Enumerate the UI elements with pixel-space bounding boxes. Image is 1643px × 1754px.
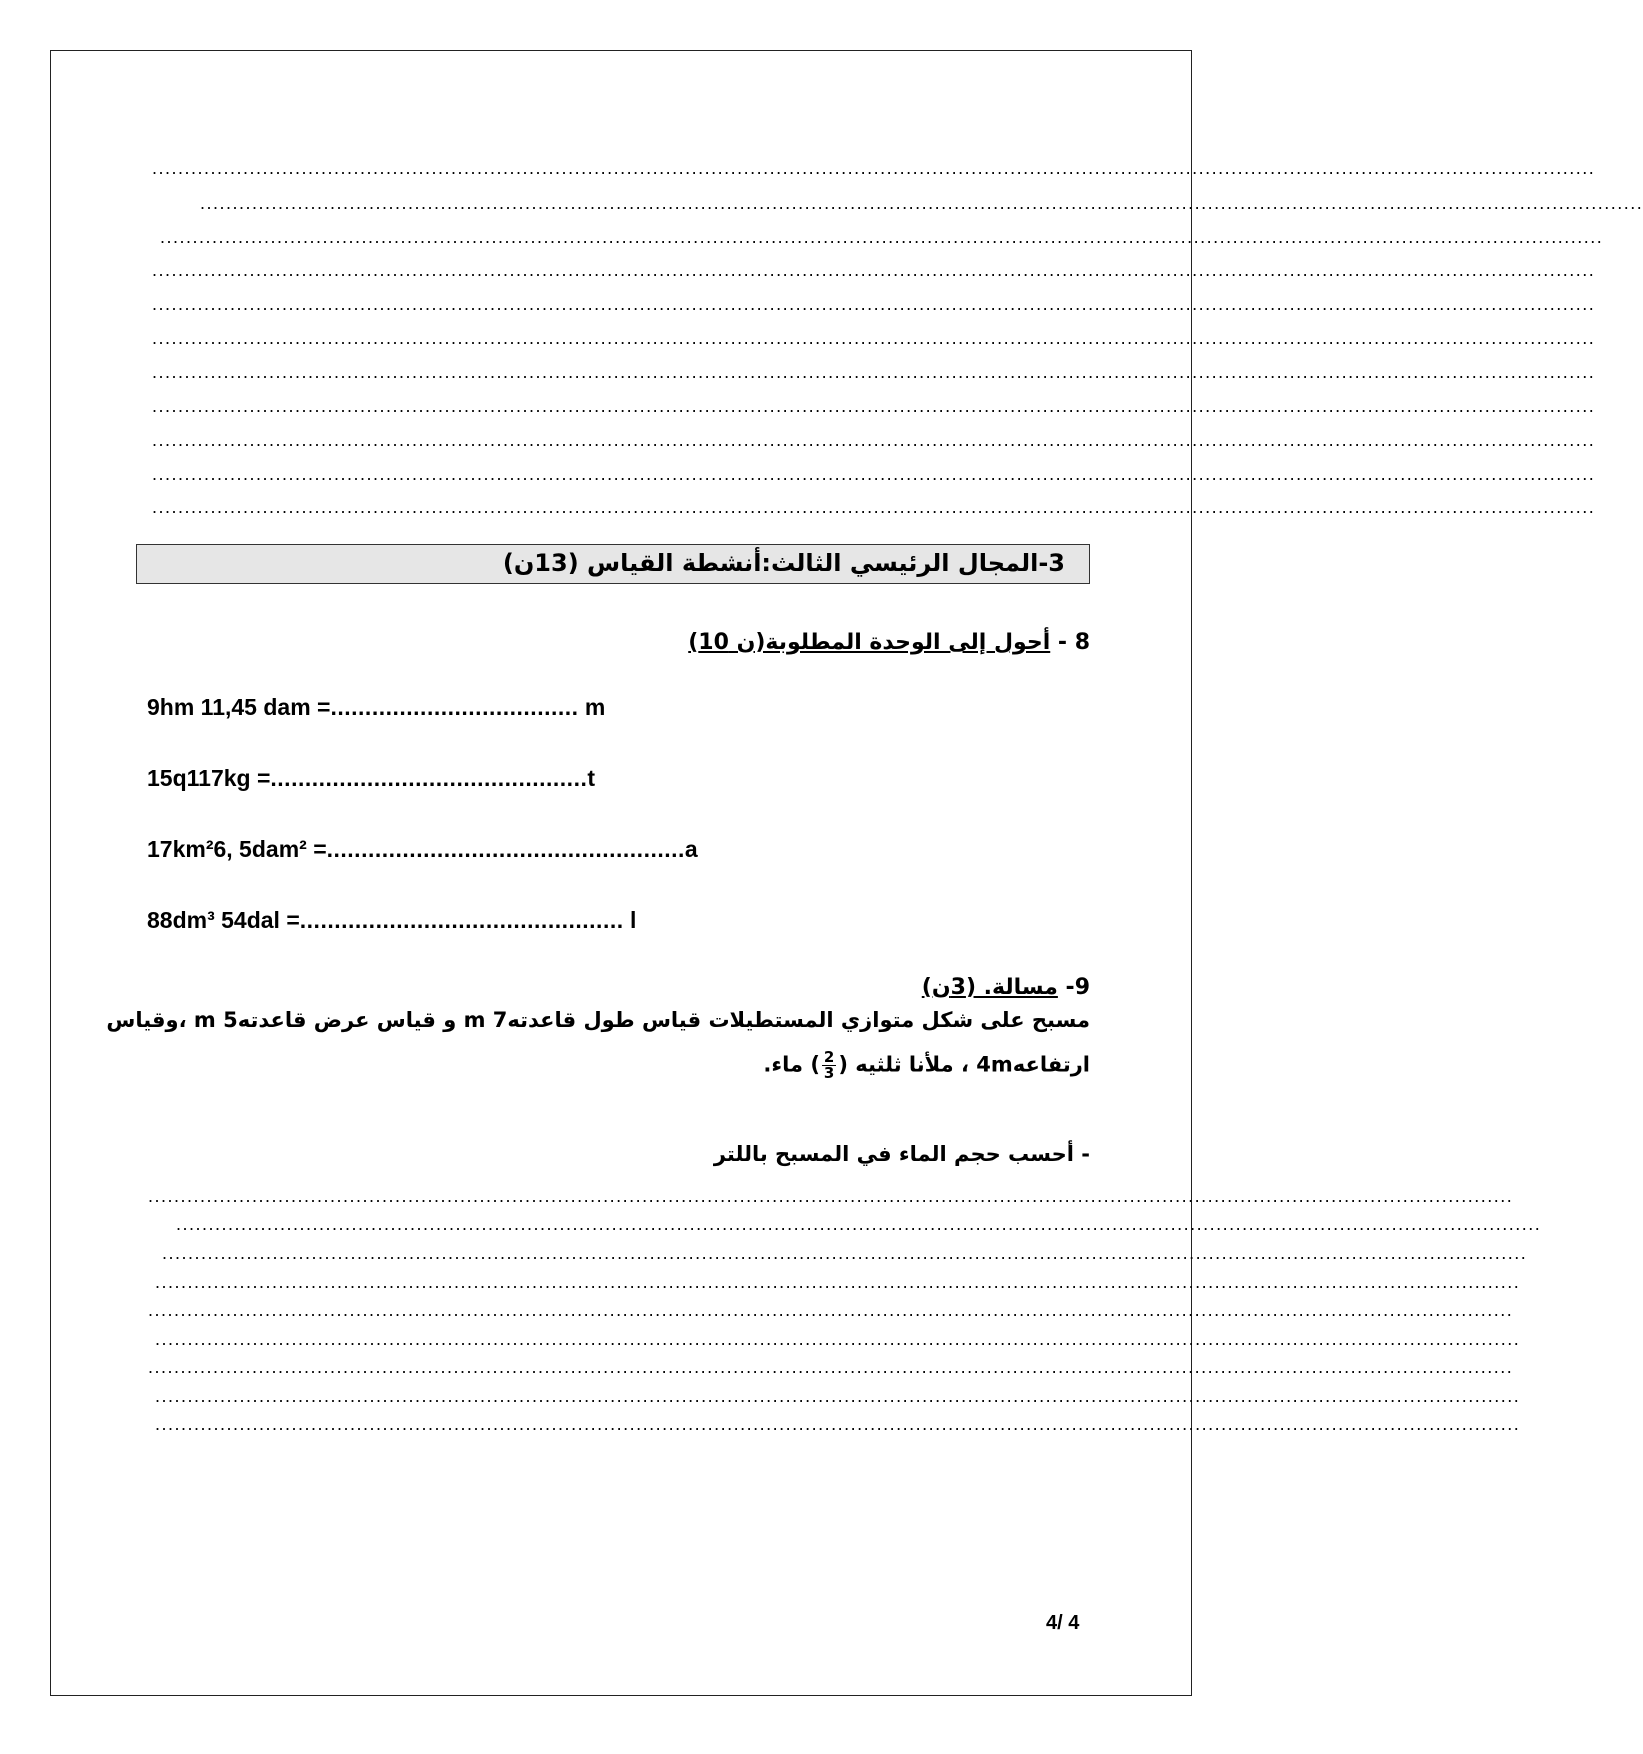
fraction-numerator: 2 (823, 1048, 835, 1066)
conversion-row (147, 694, 605, 721)
section-title: 3-المجال الرئيسي الثالث:أنشطة القياس (13ن) (502, 549, 1065, 577)
conversion-expression: 88dm³ 54dal = (147, 907, 300, 933)
conversion-expression: 9hm 11,45 dam = (147, 694, 331, 720)
answer-line: .............................................................................................................................................................................................................................. (152, 464, 1596, 484)
answer-line: .............................................................................................................................................................................................................................. (160, 227, 1604, 247)
answer-line[interactable]: .................................................................................................................................................................................................................. (155, 1386, 1521, 1406)
answer-line: .............................................................................................................................................................................................................................. (152, 294, 1596, 314)
conversion-unit: t (587, 765, 596, 791)
conversion-row (147, 836, 698, 863)
answer-blank[interactable]: .............................................. (270, 765, 588, 791)
fraction (822, 1050, 836, 1081)
answer-line: .............................................................................................................................................................................................................................. (152, 396, 1596, 416)
answer-line: .............................................................................................................................................................................................................................. (152, 362, 1596, 382)
answer-line[interactable]: .................................................................................................................................................................................................................. (148, 1357, 1514, 1377)
problem-text: ارتفاعه4m ، ملأنا ثلثيه ( (838, 1052, 1090, 1077)
answer-line: .............................................................................................................................................................................................................................. (152, 158, 1596, 178)
answer-line[interactable]: .................................................................................................................................................................................................................. (155, 1272, 1521, 1292)
conversion-unit: a (684, 836, 698, 862)
answer-line[interactable]: .................................................................................................................................................................................................................. (155, 1329, 1521, 1349)
page-number: 4/ 4 (1046, 1612, 1080, 1634)
conversion-row (147, 765, 595, 792)
answer-blank[interactable]: ............................................... (299, 907, 624, 933)
fraction-denominator: 3 (823, 1064, 835, 1082)
conversion-unit: l (623, 907, 637, 933)
answer-line[interactable]: .................................................................................................................................................................................................................. (148, 1300, 1514, 1320)
exercise-9-title: مسالة. (3ن) (921, 975, 1058, 1000)
answer-line: .............................................................................................................................................................................................................................. (152, 328, 1596, 348)
section-header (136, 544, 1090, 584)
answer-line: .............................................................................................................................................................................................................................. (200, 193, 1643, 213)
answer-blank[interactable]: .................................................... (326, 836, 685, 862)
answer-line: .............................................................................................................................................................................................................................. (152, 260, 1596, 280)
answer-line: .............................................................................................................................................................................................................................. (152, 497, 1596, 517)
conversion-expression: 15q117kg = (147, 765, 271, 791)
answer-blank[interactable]: .................................... (330, 694, 579, 720)
conversion-unit: m (578, 694, 606, 720)
conversion-row (147, 907, 636, 934)
problem-text: ) ماء. (763, 1052, 820, 1077)
answer-line: .............................................................................................................................................................................................................................. (152, 430, 1596, 450)
exercise-8-title: أحول إلى الوحدة المطلوبة(ن 10) (688, 630, 1051, 655)
conversion-expression: 17km²6, 5dam² = (147, 836, 327, 862)
problem-statement-line-1: مسبح على شكل متوازي المستطيلات قياس طول قاعدته7 m و قياس عرض قاعدته5 m ،وقياس (106, 1008, 1090, 1032)
exercise-9-heading (922, 975, 1090, 1000)
answer-line[interactable]: .................................................................................................................................................................................................................. (162, 1243, 1528, 1263)
problem-statement-line-2 (763, 1050, 1090, 1081)
problem-question: - أحسب حجم الماء في المسبح باللتر (713, 1142, 1090, 1166)
answer-line[interactable]: .................................................................................................................................................................................................................. (155, 1414, 1521, 1434)
exercise-8-number: 8 - (1050, 630, 1090, 655)
exercise-9-number: 9- (1057, 975, 1090, 1000)
answer-line[interactable]: .................................................................................................................................................................................................................. (148, 1186, 1514, 1206)
answer-line[interactable]: .................................................................................................................................................................................................................. (176, 1214, 1542, 1234)
exercise-8-heading (688, 630, 1090, 655)
